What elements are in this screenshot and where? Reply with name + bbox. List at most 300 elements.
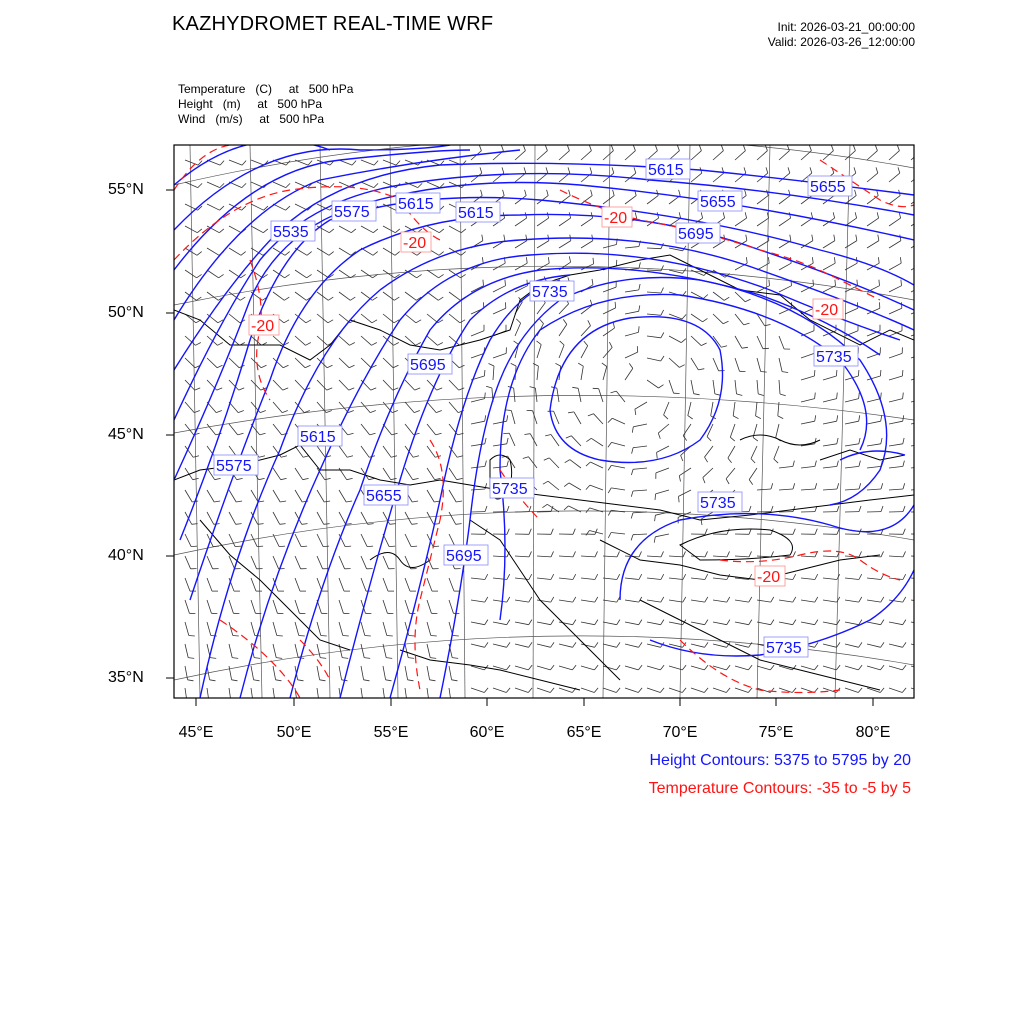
wind-barb <box>801 578 815 580</box>
wind-barb <box>581 346 588 358</box>
wind-barb <box>471 644 485 647</box>
wind-barb-flag <box>727 597 730 602</box>
wind-barb-flag <box>542 504 547 507</box>
lon-label-80: 80°E <box>855 724 891 741</box>
wind-barb-flag <box>639 262 641 268</box>
field-wind: Wind (m/s) at 500 hPa <box>178 112 325 126</box>
wind-barb <box>591 438 603 446</box>
wind-barb-flag <box>484 370 485 376</box>
wind-barb-flag <box>569 190 571 196</box>
wind-barb-flag <box>439 252 444 256</box>
wind-barb <box>427 402 436 413</box>
wind-barb <box>361 446 369 457</box>
wind-barb <box>845 489 859 490</box>
wind-barb-flag <box>765 145 767 151</box>
wind-barb-flag <box>569 256 570 262</box>
wind-barb-flag <box>837 529 839 535</box>
wind-barb <box>581 600 595 602</box>
wind-barb-flag <box>210 680 216 681</box>
wind-barb <box>889 218 901 226</box>
wind-barb <box>449 314 460 323</box>
wind-barb-flag <box>608 442 612 447</box>
wind-barb-flag <box>414 411 420 413</box>
wind-barb-flag <box>543 481 548 484</box>
wind-barb-flag <box>429 702 435 703</box>
wind-barb <box>603 600 617 602</box>
wind-barb <box>779 358 782 372</box>
wind-barb <box>559 666 572 670</box>
wind-barb <box>559 688 572 693</box>
wind-barb-flag <box>263 229 268 233</box>
wind-barb <box>405 534 411 547</box>
wind-barb <box>911 241 923 248</box>
wind-barb-flag <box>705 642 708 647</box>
wind-barb-flag <box>341 702 347 703</box>
wind-barb-flag <box>285 274 290 277</box>
wind-barb-flag <box>307 252 312 256</box>
wind-barb-flag <box>859 483 861 489</box>
wind-barb <box>889 353 902 358</box>
wind-barb-flag <box>276 680 282 681</box>
init-time: Init: 2026-03-21_00:00:00 <box>777 20 915 34</box>
wind-barb-flag <box>516 319 520 323</box>
wind-barb-flag <box>459 388 465 390</box>
wind-barb <box>735 600 749 602</box>
wind-barb <box>603 328 615 336</box>
wind-barb <box>801 421 815 424</box>
wind-barb <box>383 446 391 457</box>
wind-barb <box>779 336 784 349</box>
wind-barb <box>647 196 658 204</box>
wind-barb-flag <box>237 478 243 479</box>
wind-barb-flag <box>392 433 398 435</box>
wind-barb <box>735 218 747 226</box>
wind-barb <box>551 435 559 447</box>
wind-barb <box>911 263 923 270</box>
wind-barb-flag <box>363 702 369 703</box>
wind-barb-flag <box>837 483 839 489</box>
wind-barb-flag <box>811 212 812 218</box>
wind-barb <box>845 644 859 647</box>
wind-barb <box>427 622 431 636</box>
wind-barb <box>515 196 526 204</box>
wind-barb <box>383 468 391 480</box>
wind-barb-flag <box>638 665 642 670</box>
wind-barb <box>867 644 881 647</box>
wind-barb <box>801 308 814 314</box>
wind-barb <box>383 622 387 636</box>
wind-barb <box>427 644 430 658</box>
wind-barb <box>735 556 749 557</box>
wind-barb <box>669 578 683 580</box>
wind-barb-flag <box>213 546 219 547</box>
wind-barb <box>427 512 434 524</box>
wind-barb-flag <box>880 688 884 693</box>
wind-barb-flag <box>661 243 663 249</box>
wind-barb <box>427 336 438 345</box>
wind-barb-flag <box>611 145 613 151</box>
height-contour-label: 5735 <box>700 495 736 512</box>
wind-barb <box>581 218 593 226</box>
wind-barb <box>493 286 506 292</box>
wind-barb <box>647 556 661 557</box>
wind-barb-flag <box>881 597 884 602</box>
wind-barb-flag <box>657 190 659 196</box>
wind-barb-flag <box>728 458 732 463</box>
wind-barb <box>449 402 458 413</box>
wind-barb <box>317 666 320 680</box>
wind-barb-flag <box>859 551 862 557</box>
wind-barb-flag <box>925 642 928 647</box>
wind-barb-flag <box>595 529 597 535</box>
wind-barb <box>590 485 603 490</box>
wind-barb <box>361 578 366 591</box>
wind-barb-flag <box>485 574 488 579</box>
wind-barb <box>647 314 661 315</box>
wind-barb-flag <box>456 524 462 525</box>
wind-barb <box>911 196 922 204</box>
wind-barb-flag <box>188 680 194 681</box>
wind-barb <box>647 666 660 670</box>
wind-barb <box>867 421 881 424</box>
wind-barb-flag <box>505 410 511 411</box>
wind-barb <box>361 534 367 547</box>
wind-barb-flag <box>903 529 905 535</box>
wind-barb-flag <box>770 665 774 670</box>
wind-barb-flag <box>324 501 330 502</box>
wind-barb <box>559 556 573 557</box>
wind-barb-flag <box>900 257 901 263</box>
wind-barb <box>251 380 261 390</box>
wind-barb <box>339 270 351 278</box>
wind-barb-flag <box>859 393 860 399</box>
wind-barb <box>911 556 925 557</box>
wind-barb-flag <box>241 252 246 256</box>
wind-barb-flag <box>324 524 330 525</box>
wind-barb-flag <box>925 597 928 602</box>
wind-barb-flag <box>350 297 355 300</box>
wind-barb-flag <box>661 310 664 315</box>
wind-barb-flag <box>374 161 378 166</box>
wind-barb-flag <box>902 370 903 376</box>
wind-barb-flag <box>655 515 656 521</box>
wind-barb-flag <box>810 167 812 173</box>
wind-barb-flag <box>831 145 833 151</box>
wind-barb-flag <box>639 284 640 290</box>
wind-barb-flag <box>658 433 660 439</box>
wind-barb <box>251 490 258 502</box>
wind-barb-flag <box>812 257 813 263</box>
wind-barb <box>779 286 792 292</box>
wind-barb <box>845 666 858 670</box>
wind-barb <box>537 688 550 693</box>
wind-barb <box>801 489 815 490</box>
wind-barb <box>889 173 900 182</box>
wind-barb-flag <box>608 418 612 422</box>
wind-barb <box>427 446 435 457</box>
wind-barb <box>757 218 769 226</box>
wind-barb-flag <box>925 551 928 557</box>
wind-barb-flag <box>834 257 835 263</box>
wind-barb-flag <box>594 688 598 693</box>
wind-barb <box>625 332 639 336</box>
wind-barb-flag <box>374 183 378 187</box>
wind-barb-flag <box>925 393 926 399</box>
wind-barb-flag <box>921 212 922 218</box>
wind-barb-flag <box>835 280 836 286</box>
wind-barb <box>559 578 573 580</box>
wind-barb-flag <box>595 642 598 647</box>
wind-barb-flag <box>727 551 730 557</box>
wind-barb <box>845 444 859 446</box>
wind-barb-flag <box>327 365 332 368</box>
wind-barb <box>823 286 836 292</box>
wind-barb <box>537 303 545 314</box>
lon-label-45: 45°E <box>178 724 214 741</box>
wind-barb-flag <box>507 415 508 421</box>
wind-barb-flag <box>745 190 747 196</box>
wind-barb <box>514 388 515 402</box>
wind-barb-flag <box>504 235 505 241</box>
temperature-contour-label: -20 <box>251 318 275 335</box>
wind-barb-flag <box>903 461 905 467</box>
wind-barb-flag <box>903 551 906 557</box>
wind-barb <box>751 446 757 459</box>
wind-barb-flag <box>529 506 531 512</box>
wind-barb <box>361 270 373 278</box>
wind-barb-flag <box>457 456 463 458</box>
wind-barb <box>713 600 727 602</box>
wind-barb-flag <box>749 620 752 625</box>
wind-barb-flag <box>631 491 633 497</box>
wind-barb <box>295 600 299 613</box>
wind-barb-flag <box>749 529 751 535</box>
wind-barb-flag <box>924 688 928 693</box>
wind-barb <box>515 218 527 226</box>
wind-barb <box>405 402 414 413</box>
wind-barb-flag <box>438 343 443 346</box>
wind-barb <box>405 424 414 435</box>
wind-barb-flag <box>305 365 310 368</box>
wind-barb-flag <box>259 456 265 458</box>
wind-barb-flag <box>413 478 419 479</box>
wind-barb-flag <box>456 501 462 502</box>
wind-barb <box>185 182 198 188</box>
wind-barb-flag <box>787 145 789 151</box>
wind-barb-flag <box>546 167 548 173</box>
wind-barb <box>339 512 346 524</box>
wind-barb-flag <box>609 342 612 347</box>
wind-barb <box>339 226 351 233</box>
wind-barb <box>449 578 454 591</box>
wind-barb <box>669 622 683 625</box>
wind-barb <box>535 388 537 402</box>
wind-barb-flag <box>836 370 837 376</box>
wind-barb <box>733 402 735 416</box>
wind-barb-flag <box>507 529 509 535</box>
wind-barb <box>493 421 507 424</box>
wind-barb-flag <box>566 436 572 438</box>
wind-barb-flag <box>507 620 510 625</box>
wind-barb-flag <box>679 212 680 218</box>
wind-barb <box>603 622 617 625</box>
wind-barb <box>405 314 416 323</box>
wind-barb-flag <box>925 415 926 421</box>
wind-barb-flag <box>572 665 576 670</box>
wind-barb <box>207 182 220 188</box>
wind-barb <box>779 173 790 182</box>
wind-barb-flag <box>724 297 729 300</box>
wind-barb <box>867 489 881 490</box>
wind-barb-flag <box>481 190 483 196</box>
wind-barb-flag <box>790 235 791 241</box>
wind-barb <box>229 512 236 524</box>
wind-barb <box>295 358 305 368</box>
wind-barb-flag <box>320 658 326 659</box>
wind-barb-flag <box>633 145 635 151</box>
wind-barb <box>207 688 209 702</box>
wind-barb <box>493 308 506 314</box>
wind-barb <box>317 336 328 345</box>
wind-barb-flag <box>529 620 532 625</box>
wind-barb-flag <box>792 688 796 693</box>
wind-barb-flag <box>632 448 634 454</box>
wind-barb <box>405 666 408 680</box>
wind-barb <box>757 196 768 204</box>
wind-barb-flag <box>743 145 745 151</box>
wind-barb-flag <box>631 535 633 541</box>
wind-barb-flag <box>507 506 509 512</box>
wind-barb <box>647 358 661 361</box>
wind-barb <box>603 245 617 249</box>
wind-barb <box>664 402 669 415</box>
wind-barb-flag <box>232 680 238 681</box>
wind-barb <box>427 666 430 680</box>
wind-barb <box>735 292 745 302</box>
wind-barb <box>691 380 694 394</box>
wind-barb-flag <box>373 252 378 256</box>
wind-barb <box>273 336 284 345</box>
wind-barb <box>515 600 529 602</box>
wind-barb-flag <box>418 183 422 187</box>
wind-barb-flag <box>528 665 532 670</box>
wind-barb-flag <box>809 145 811 151</box>
height-contour-label: 5615 <box>458 205 494 222</box>
wind-barb-flag <box>547 212 548 218</box>
wind-barb-flag <box>705 551 708 557</box>
wind-barb <box>273 556 279 569</box>
wind-barb-flag <box>501 145 503 151</box>
wind-barb-flag <box>351 229 356 233</box>
wind-barb-flag <box>282 411 288 413</box>
wind-barb-flag <box>660 665 664 670</box>
wind-barb <box>647 578 661 580</box>
wind-barb-flag <box>661 288 664 293</box>
wind-barb <box>405 292 416 300</box>
wind-barb-flag <box>308 161 312 166</box>
wind-barb-flag <box>925 620 928 625</box>
wind-barb <box>867 196 878 204</box>
wind-barb <box>273 512 280 524</box>
wind-barb-flag <box>657 452 658 458</box>
wind-barb-flag <box>733 416 738 419</box>
wind-barb <box>295 270 307 278</box>
wind-barb-flag <box>925 438 926 444</box>
wind-barb <box>383 600 387 613</box>
lat-label-45: 45°N <box>108 426 144 443</box>
wind-barb-flag <box>415 388 421 390</box>
wind-barb-flag <box>347 456 353 458</box>
wind-barb-flag <box>746 257 747 263</box>
wind-barb <box>554 411 559 424</box>
wind-barb <box>251 160 264 165</box>
lon-label-50: 50°E <box>276 724 312 741</box>
wind-barb-flag <box>364 680 370 681</box>
wind-barb-flag <box>240 297 245 300</box>
wind-barb-flag <box>586 462 590 466</box>
wind-barb-flag <box>482 257 483 263</box>
wind-barb-flag <box>726 688 730 693</box>
wind-barb-flag <box>416 320 421 323</box>
wind-barb <box>889 286 902 292</box>
wind-barb-flag <box>485 642 488 647</box>
wind-barb <box>295 160 308 165</box>
wind-barb <box>911 218 923 226</box>
wind-barb <box>735 622 749 625</box>
wind-barb <box>449 226 461 233</box>
wind-barb <box>273 402 282 413</box>
wind-barb-flag <box>660 688 664 693</box>
wind-barb <box>273 622 277 636</box>
wind-barb-flag <box>346 501 352 502</box>
wind-barb <box>273 182 286 188</box>
wind-barb-flag <box>372 320 377 323</box>
wind-barb-flag <box>837 438 838 444</box>
wind-barb <box>229 248 241 255</box>
wind-barb <box>633 446 647 448</box>
wind-barb <box>581 556 595 557</box>
wind-barb-flag <box>677 145 679 151</box>
wind-barb-flag <box>261 365 266 368</box>
wind-barb-flag <box>814 665 818 670</box>
wind-barb-flag <box>503 190 505 196</box>
wind-barb-flag <box>793 597 796 602</box>
wind-barb-flag <box>193 456 199 458</box>
wind-barb-flag <box>683 597 686 602</box>
wind-barb-flag <box>726 479 729 484</box>
wind-barb-flag <box>298 680 304 681</box>
wind-barb-flag <box>903 574 906 579</box>
wind-barb <box>669 380 674 393</box>
wind-barb-flag <box>235 546 241 547</box>
wind-barb <box>779 263 791 270</box>
wind-barb <box>405 600 409 613</box>
wind-barb <box>625 622 639 625</box>
wind-barb-flag <box>881 483 883 489</box>
wind-barb-flag <box>523 457 529 459</box>
wind-barb-flag <box>815 415 816 421</box>
wind-barb-flag <box>301 546 307 547</box>
wind-barb <box>823 556 837 557</box>
wind-barb-flag <box>280 524 286 525</box>
wind-barb-flag <box>551 642 554 647</box>
wind-barb <box>911 622 925 625</box>
wind-barb-flag <box>328 297 333 300</box>
wind-barb <box>889 489 903 490</box>
wind-barb <box>801 399 815 402</box>
wind-barb-flag <box>881 551 884 557</box>
wind-barb <box>774 446 779 459</box>
